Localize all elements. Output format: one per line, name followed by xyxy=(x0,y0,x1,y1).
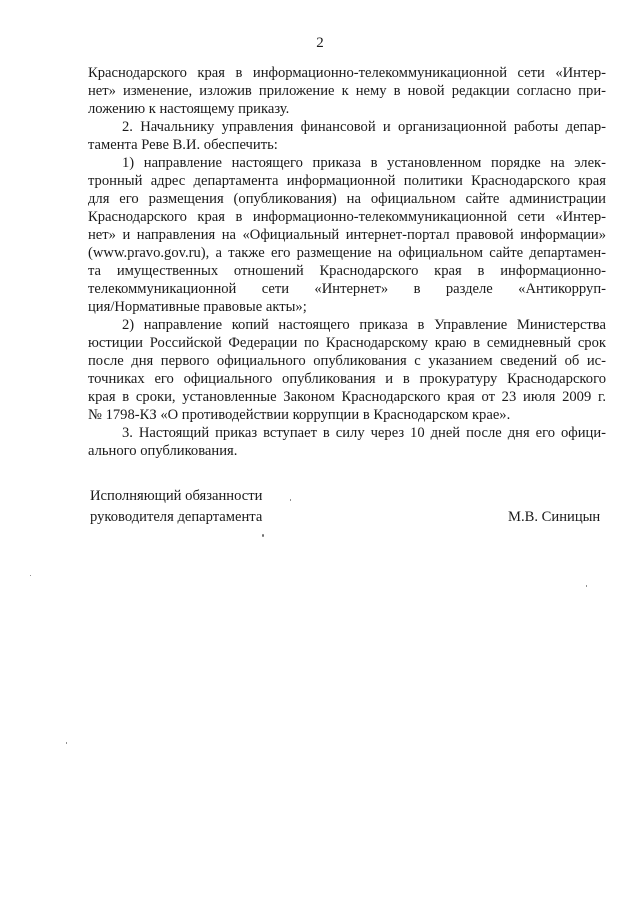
scan-speck xyxy=(262,534,264,537)
paragraph-line: после дня первого официального опубликования с указанием сведений об ис- xyxy=(88,353,606,369)
paragraph-line: 1) направление настоящего приказа в установленном порядке на элек- xyxy=(122,155,606,171)
paragraph xyxy=(88,424,606,460)
scan-speck xyxy=(66,742,67,744)
paragraph-line: 3. Настоящий приказ вступает в силу через 10 дней после дня его офици- xyxy=(122,425,606,441)
paragraph-line: нет» и направления на «Официальный интернет-портал правовой информации» xyxy=(88,227,606,243)
paragraph-line: (www.pravo.gov.ru), а также его размещение на официальном сайте департамен- xyxy=(88,245,606,261)
paragraph-line: телекоммуникационной сети «Интернет» в разделе «Антикорруп- xyxy=(88,281,606,297)
signatory-position xyxy=(90,486,350,528)
document-body xyxy=(88,64,606,460)
paragraph-line: тронный адрес департамента информационной политики Краснодарского края xyxy=(88,173,606,189)
paragraph-line: для его размещения (опубликования) на официальном сайте администрации xyxy=(88,191,606,207)
paragraph-line: Краснодарского края в информационно-телекоммуникационной сети «Интер- xyxy=(88,209,606,225)
scan-speck xyxy=(586,585,587,587)
paragraph-line: точниках его официального опубликования и в прокуратуру Краснодарского xyxy=(88,371,606,387)
paragraph xyxy=(88,316,606,424)
paragraph xyxy=(88,118,606,154)
scan-speck xyxy=(30,575,31,576)
signatory-position-line: руководителя департамента xyxy=(90,509,263,525)
paragraph-line: Краснодарского края в информационно-телекоммуникационной сети «Интер- xyxy=(88,65,606,81)
scan-speck xyxy=(290,499,291,501)
paragraph-line: юстиции Российской Федерации по Краснодарскому краю в семидневный срок xyxy=(88,335,606,351)
paragraph-line: края в сроки, установленные Законом Краснодарского края от 23 июля 2009 г. xyxy=(88,389,606,405)
paragraph-line: № 1798-КЗ «О противодействии коррупции в Краснодарском крае». xyxy=(88,407,511,423)
signatory-name: М.В. Синицын xyxy=(508,509,601,525)
paragraph-line: ция/Нормативные правовые акты»; xyxy=(88,299,307,315)
page-number: 2 xyxy=(316,35,324,51)
paragraph-line: тамента Реве В.И. обеспечить: xyxy=(88,137,278,153)
paragraph-line: 2. Начальнику управления финансовой и организационной работы депар- xyxy=(122,119,606,135)
paragraph-line: 2) направление копий настоящего приказа в Управление Министерства xyxy=(122,317,606,333)
paragraph xyxy=(88,154,606,316)
paragraph xyxy=(88,64,606,118)
signatory-position-line: Исполняющий обязанности xyxy=(90,488,263,504)
paragraph-line: ложению к настоящему приказу. xyxy=(88,101,290,117)
paragraph-line: та имущественных отношений Краснодарского края в информационно- xyxy=(88,263,606,279)
paragraph-line: нет» изменение, изложив приложение к нему в новой редакции согласно при- xyxy=(88,83,606,99)
paragraph-line: ального опубликования. xyxy=(88,443,238,459)
